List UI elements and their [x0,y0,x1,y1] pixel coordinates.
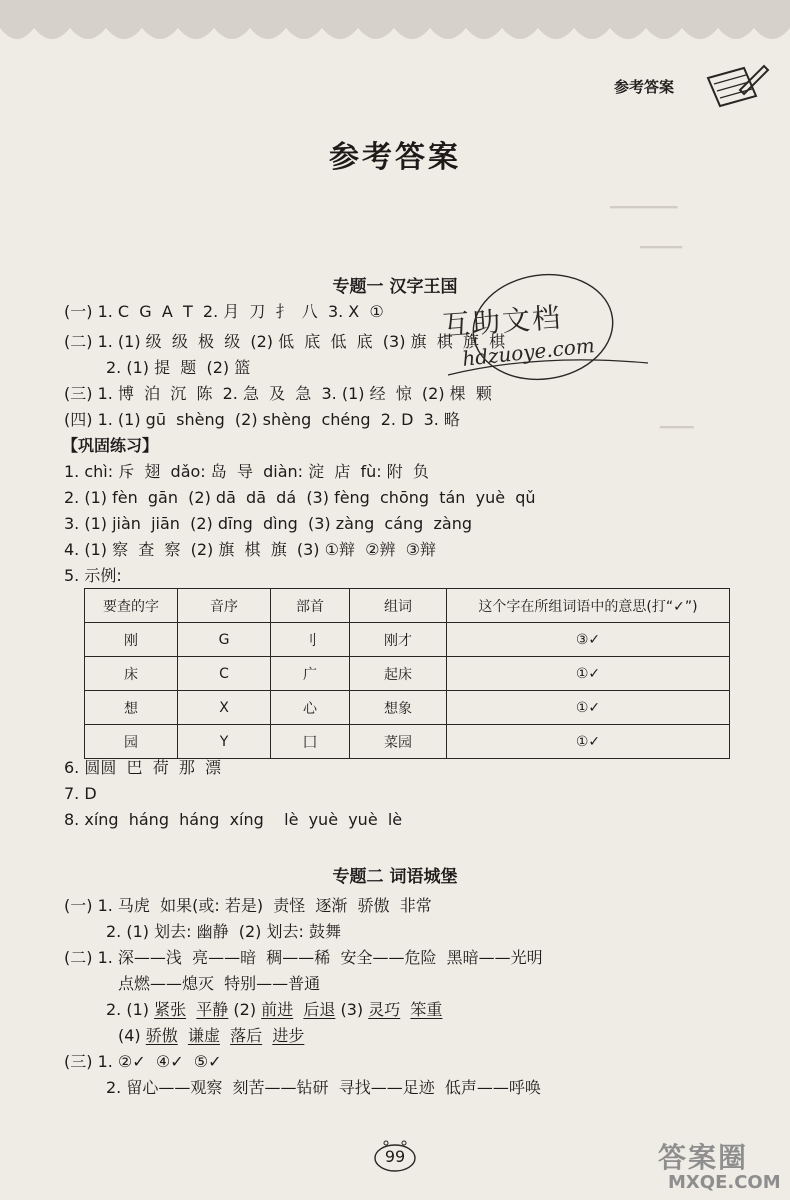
table-header-cell: 要查的字 [85,589,178,623]
stamp-handwriting: 互助文档 [441,300,564,343]
watermark-url: MXQE.COM [668,1172,781,1193]
underlined-word: 落后 [230,1026,263,1045]
answer-line: 2. (1) 提 题 (2) 篮 [106,358,251,377]
answer-line: (三) 1. ②✓ ④✓ ⑤✓ [64,1052,222,1071]
table-cell: 床 [85,657,178,691]
header-label: 参考答案 [614,78,675,96]
table-cell: 起床 [350,657,447,691]
table-cell: ①✓ [447,657,730,691]
answer-line: (三) 1. 博 泊 沉 陈 2. 急 及 急 3. (1) 经 惊 (2) 棵 颗 [64,384,492,403]
antonym-line [106,1000,442,1020]
answer-line: 8. xíng háng háng xíng lè yuè yuè lè [64,810,403,829]
dictionary-lookup-table [84,588,730,759]
underlined-word: 谦虚 [187,1026,220,1045]
underlined-word: 进步 [272,1026,305,1045]
stamp-url: hdzuoye.com [461,333,596,371]
answer-line: 7. D [64,784,97,803]
table-cell: 囗 [271,725,350,759]
table-cell: C [178,657,271,691]
table-cell: 想 [85,691,178,725]
answer-line: (一) 1. C G A T 2. 月 刀 扌 八 3. X ① [64,302,384,321]
table-header-cell: 音序 [178,589,271,623]
table-cell: 刚 [85,623,178,657]
table-cell: 广 [271,657,350,691]
practice-line: 1. chì: 斥 翅 dǎo: 岛 导 diàn: 淀 店 fù: 附 负 [64,462,429,481]
bleed-through-text-decoration: ━━━━━━━━ [610,200,678,216]
practice-line: 4. (1) 察 查 察 (2) 旗 棋 旗 (3) ①辩 ②辨 ③辩 [64,540,437,559]
answer-line: (一) 1. 马虎 如果(或: 若是) 责怪 逐渐 骄傲 非常 [64,896,432,915]
notebook-pencil-icon [700,60,770,112]
table-cell: ①✓ [447,691,730,725]
table-cell: 想象 [350,691,447,725]
table-row [85,725,730,759]
underlined-word: 紧张 [154,1000,187,1019]
line-prefix: (2) [228,1000,262,1019]
table-header-row [85,589,730,623]
answer-line: 6. 圆圆 巴 荷 那 漂 [64,758,222,777]
underlined-word: 前进 [261,1000,294,1019]
line-prefix: (4) [118,1026,146,1045]
table-cell: 菜园 [350,725,447,759]
answer-line: 点燃——熄灭 特别——普通 [118,974,321,993]
practice-label: 【巩固练习】 [62,436,159,455]
practice-line: 5. 示例: [64,566,122,585]
answer-line: (二) 1. (1) 级 级 极 级 (2) 低 底 低 底 (3) 旗 棋 旗 棋 [64,332,506,351]
scalloped-border-decoration [0,0,790,60]
table-row [85,691,730,725]
table-row [85,623,730,657]
answer-line: 2. 留心——观察 刻苦——钻研 寻找——足迹 低声——呼唤 [106,1078,541,1097]
answer-line: (二) 1. 深——浅 亮——暗 稠——稀 安全——危险 黑暗——光明 [64,948,543,967]
underlined-word: 笨重 [410,1000,443,1019]
table-header-cell: 部首 [271,589,350,623]
table-header-cell: 组词 [350,589,447,623]
antonym-line [118,1026,304,1046]
watermark-logo: 答案圈 [658,1141,749,1174]
table-cell: X [178,691,271,725]
section-title-2: 专题二 词语城堡 [332,867,458,887]
underlined-word: 后退 [303,1000,336,1019]
table-cell: 园 [85,725,178,759]
page-title: 参考答案 [329,140,461,175]
practice-line: 2. (1) fèn gān (2) dā dā dá (3) fèng chōng tán yuè qǔ [64,488,536,507]
practice-line: 3. (1) jiàn jiān (2) dīng dìng (3) zàng cáng zàng [64,514,472,533]
underlined-word: 平静 [196,1000,229,1019]
table-cell: Y [178,725,271,759]
table-header-cell: 这个字在所组词语中的意思(打“✓”) [447,589,730,623]
underlined-word: 灵巧 [368,1000,401,1019]
bleed-through-text-decoration: ━━━━━ [640,240,683,256]
section-title-1: 专题一 汉字王国 [332,277,458,297]
table-cell: 心 [271,691,350,725]
table-cell: G [178,623,271,657]
table-cell: ③✓ [447,623,730,657]
page-number: 99 [384,1147,406,1166]
answer-line: 2. (1) 划去: 幽静 (2) 划去: 鼓舞 [106,922,341,941]
answer-line: (四) 1. (1) gū shèng (2) shèng chéng 2. D 3. 略 [64,410,460,429]
underlined-word: 骄傲 [145,1026,178,1045]
table-cell: 刂 [271,623,350,657]
line-prefix: 2. (1) [106,1000,155,1019]
table-cell: ①✓ [447,725,730,759]
table-row [85,657,730,691]
line-prefix: (3) [335,1000,369,1019]
bleed-through-text-decoration: ━━━━ [660,420,694,436]
table-cell: 刚才 [350,623,447,657]
page-number-badge [372,1138,418,1174]
